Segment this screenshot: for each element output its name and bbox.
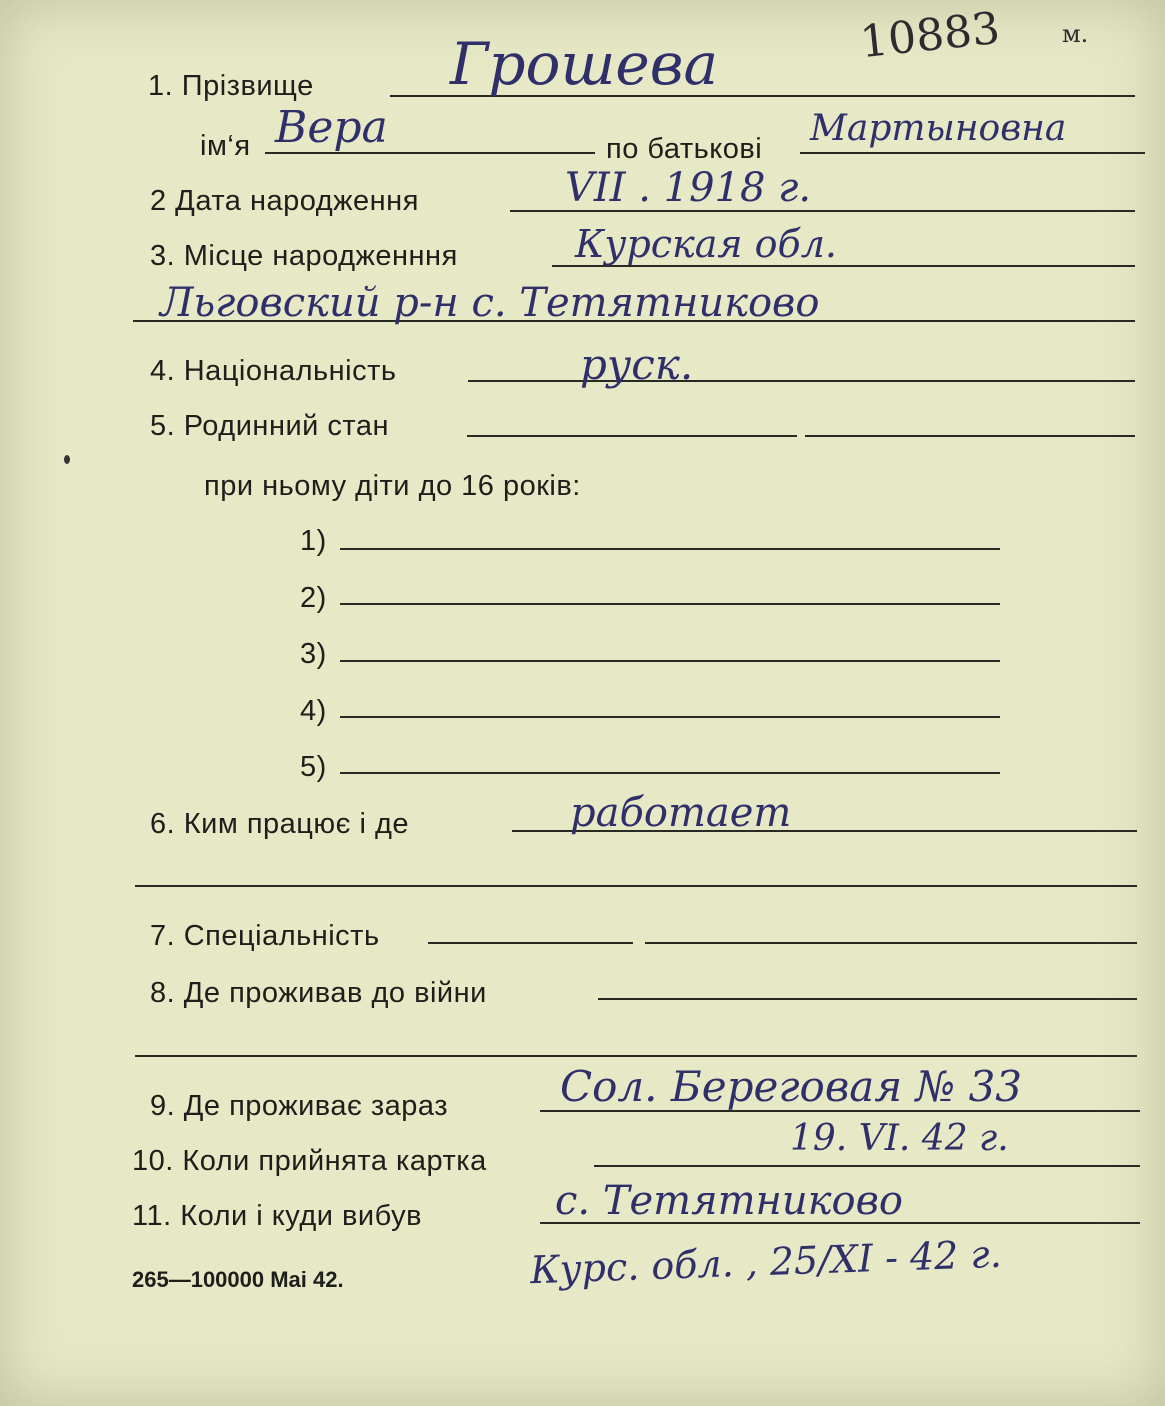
line-card-date <box>594 1165 1140 1167</box>
hw-birth-date: VII . 1918 г. <box>565 165 812 211</box>
line-patronymic <box>800 152 1145 154</box>
ink-spot <box>64 455 70 464</box>
line-child-4 <box>340 716 1000 718</box>
label-birth-place: 3. Місце народженння <box>150 240 458 272</box>
line-nationality <box>468 380 1135 382</box>
label-child-3: 3) <box>300 638 327 670</box>
print-code: 265—100000 Mai 42. <box>132 1267 344 1292</box>
line-child-1 <box>340 548 1000 550</box>
label-family-status: 5. Родинний стан <box>150 410 390 442</box>
label-child-5: 5) <box>300 751 327 783</box>
hw-work: работает <box>570 790 792 836</box>
hw-patronymic: Мартыновна <box>810 108 1067 149</box>
hw-mark: м. <box>1062 20 1089 48</box>
label-specialty: 7. Спеціальність <box>150 920 380 952</box>
line-prewar-residence-2 <box>135 1055 1137 1057</box>
hw-name: Вера <box>275 102 388 153</box>
hw-left-place: с. Тетятниково <box>555 1178 903 1224</box>
label-child-4: 4) <box>300 695 327 727</box>
line-prewar-residence <box>598 998 1137 1000</box>
label-card-date: 10. Коли прийнята картка <box>132 1145 487 1177</box>
label-children: при ньому діти до 16 років: <box>204 470 581 502</box>
hw-left-region-date: Курс. обл. , 25/XI - 42 г. <box>529 1231 1003 1293</box>
hw-card-date: 19. VI. 42 г. <box>790 1118 1009 1159</box>
label-current-residence: 9. Де проживає зараз <box>150 1090 449 1122</box>
label-patronymic: по батькові <box>606 133 763 165</box>
label-child-2: 2) <box>300 582 327 614</box>
hw-surname: Грошева <box>450 30 719 98</box>
label-child-1: 1) <box>300 525 327 557</box>
hw-birth-place-2: Льговский р-н с. Тетятниково <box>160 280 820 326</box>
label-left: 11. Коли і куди вибув <box>132 1200 422 1232</box>
line-child-2 <box>340 603 1000 605</box>
label-prewar-residence: 8. Де проживав до війни <box>150 977 487 1009</box>
line-family-status-a <box>467 435 797 437</box>
line-child-5 <box>340 772 1000 774</box>
line-work-2 <box>135 885 1137 887</box>
hw-nationality: руск. <box>580 340 694 389</box>
label-work: 6. Ким працює і де <box>150 808 410 840</box>
hw-current-address: Сол. Береговая № 33 <box>560 1062 1023 1111</box>
line-family-status-b <box>805 435 1135 437</box>
line-child-3 <box>340 660 1000 662</box>
line-specialty-a <box>428 942 633 944</box>
line-specialty-b <box>645 942 1137 944</box>
hw-card-number: 10883 <box>857 2 1003 69</box>
label-nationality: 4. Національність <box>150 355 397 387</box>
hw-birth-place-1: Курская обл. <box>575 222 837 266</box>
label-name: ім‘я <box>200 130 251 162</box>
label-surname: 1. Прізвище <box>148 70 314 102</box>
label-birth-date: 2 Дата народження <box>150 185 419 217</box>
